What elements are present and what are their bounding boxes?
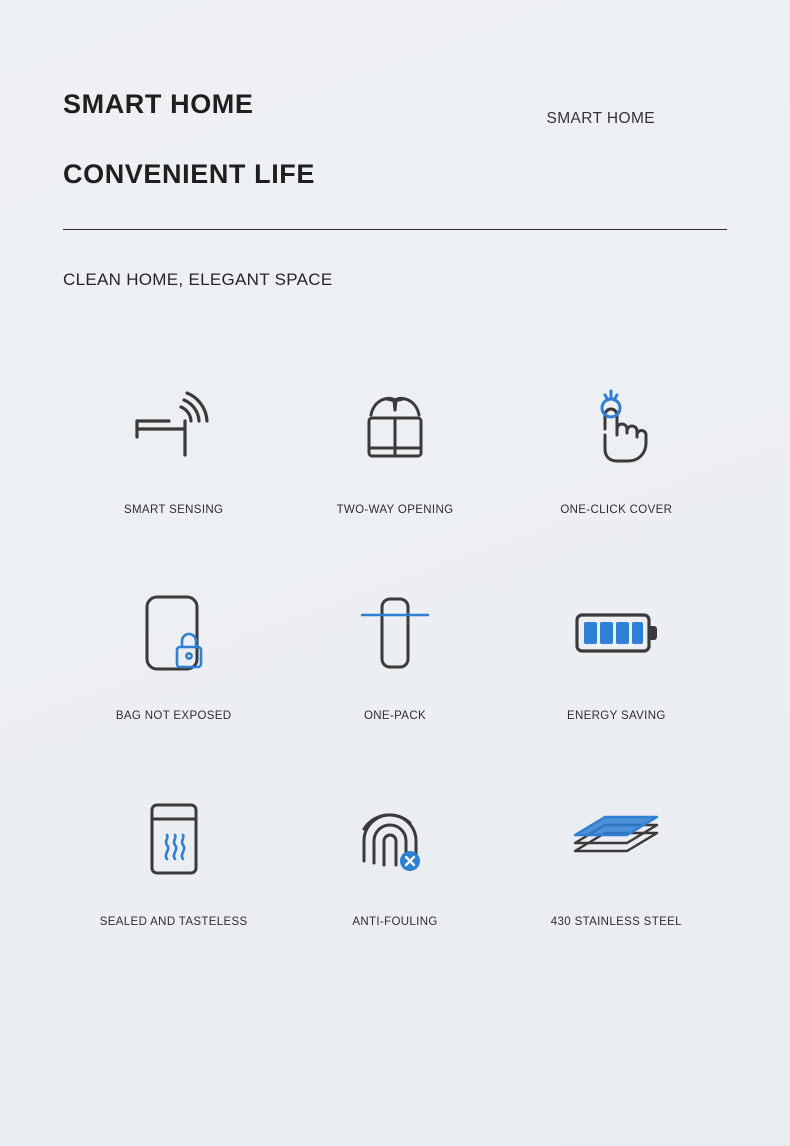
two-way-opening-icon xyxy=(340,372,450,482)
feature-label: ONE-PACK xyxy=(363,709,426,722)
page-title-line-1: SMART HOME xyxy=(63,89,254,119)
page-title-line-2: CONVENIENT LIFE xyxy=(63,159,316,190)
anti-fouling-fingerprint-icon xyxy=(340,784,450,894)
feature-item xyxy=(284,372,505,516)
brand-label: SMART HOME xyxy=(546,110,655,127)
page-subtitle: CLEAN HOME, ELEGANT SPACE xyxy=(63,269,333,289)
feature-item xyxy=(284,578,505,722)
feature-label: 430 STAINLESS STEEL xyxy=(550,915,682,928)
energy-saving-battery-icon xyxy=(561,578,671,688)
poster-header xyxy=(63,0,727,290)
title-block xyxy=(63,90,727,189)
feature-item xyxy=(284,784,505,928)
header-divider xyxy=(63,229,727,230)
feature-item xyxy=(63,578,284,722)
feature-label: ENERGY SAVING xyxy=(566,709,666,722)
bag-not-exposed-icon xyxy=(119,578,229,688)
feature-label: SMART SENSING xyxy=(123,503,224,516)
feature-item xyxy=(63,784,284,928)
one-click-cover-icon xyxy=(561,372,671,482)
feature-item xyxy=(506,372,727,516)
feature-label: ANTI-FOULING xyxy=(352,915,438,928)
feature-item xyxy=(506,784,727,928)
feature-label: BAG NOT EXPOSED xyxy=(115,709,232,722)
sealed-tasteless-icon xyxy=(119,784,229,894)
smart-sensing-icon xyxy=(119,372,229,482)
feature-item xyxy=(63,372,284,516)
feature-label: TWO-WAY OPENING xyxy=(336,503,454,516)
feature-item xyxy=(506,578,727,722)
one-pack-icon xyxy=(340,578,450,688)
feature-grid xyxy=(63,372,727,928)
stainless-steel-sheets-icon xyxy=(561,784,671,894)
feature-label: SEALED AND TASTELESS xyxy=(99,915,248,928)
feature-label: ONE-CLICK COVER xyxy=(560,503,673,516)
